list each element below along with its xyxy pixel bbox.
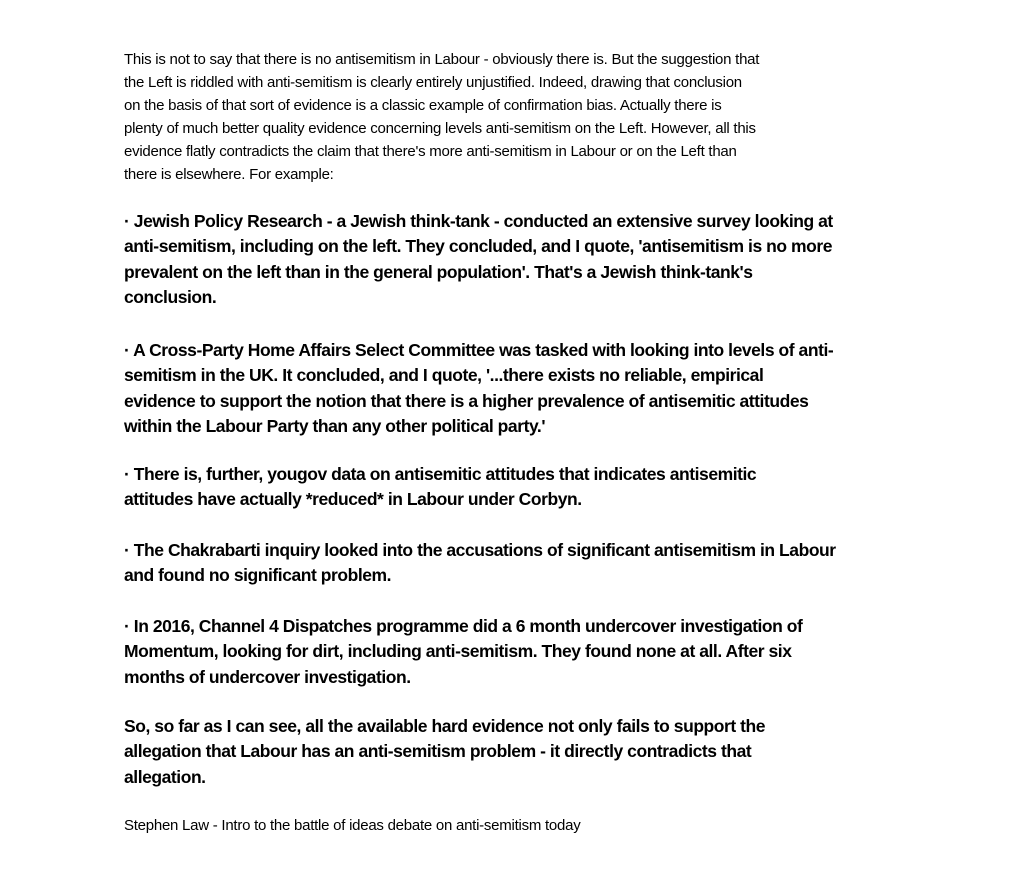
text-line: conclusion. — [124, 286, 217, 307]
text-line: there is elsewhere. For example: — [124, 166, 334, 183]
text-line: plenty of much better quality evidence concerning levels anti-semitism on the Left. However, all this — [124, 120, 756, 137]
text-line: evidence flatly contradicts the claim that there's more anti-semitism in Labour or on the Left than — [124, 143, 737, 160]
text-line: anti-semitism, including on the left. They concluded, and I quote, 'antisemitism is no more — [124, 236, 833, 257]
text-line: · Jewish Policy Research - a Jewish think-tank - conducted an extensive survey looking at — [124, 211, 833, 231]
text-line: · The Chakrabarti inquiry looked into the accusations of significant antisemitism in Labour — [124, 540, 836, 560]
text-line: attitudes have actually *reduced* in Labour under Corbyn. — [124, 489, 582, 510]
attribution-footer — [124, 814, 580, 837]
text-line: the Left is riddled with anti-semitism is clearly entirely unjustified. Indeed, drawing that conclusion — [124, 74, 742, 91]
text-line: Momentum, looking for dirt, including anti-semitism. They found none at all. After six — [124, 641, 792, 662]
text-line: allegation that Labour has an anti-semitism problem - it directly contradicts that — [124, 741, 752, 762]
text-line: So, so far as I can see, all the available hard evidence not only fails to support the — [124, 716, 766, 736]
text-line: on the basis of that sort of evidence is a classic example of confirmation bias. Actually there is — [124, 97, 722, 114]
text-line: · There is, further, yougov data on antisemitic attitudes that indicates antisemitic — [124, 464, 757, 484]
text-line: semitism in the UK. It concluded, and I quote, '...there exists no reliable, empirical — [124, 365, 764, 386]
bullet-jewish-policy-research — [124, 209, 833, 310]
text-line: This is not to say that there is no antisemitism in Labour - obviously there is. But the suggestion that — [124, 51, 760, 68]
bullet-yougov — [124, 462, 756, 513]
text-line: within the Labour Party than any other political party.' — [124, 415, 546, 436]
intro-paragraph — [124, 48, 759, 186]
text-line: · In 2016, Channel 4 Dispatches programme did a 6 month undercover investigation of — [124, 616, 803, 636]
text-line: prevalent on the left than in the general population'. That's a Jewish think-tank's — [124, 261, 753, 282]
text-line: evidence to support the notion that there is a higher prevalence of antisemitic attitudes — [124, 390, 809, 411]
bullet-chakrabarti — [124, 538, 836, 589]
bullet-home-affairs-committee — [124, 338, 833, 439]
text-line: and found no significant problem. — [124, 565, 392, 586]
conclusion-paragraph — [124, 714, 765, 790]
text-line: · A Cross-Party Home Affairs Select Committee was tasked with looking into levels of anti- — [124, 340, 834, 360]
attribution-text: Stephen Law - Intro to the battle of ideas debate on anti-semitism today — [124, 817, 581, 834]
bullet-channel4 — [124, 614, 802, 690]
text-line: months of undercover investigation. — [124, 666, 411, 687]
text-line: allegation. — [124, 766, 206, 787]
